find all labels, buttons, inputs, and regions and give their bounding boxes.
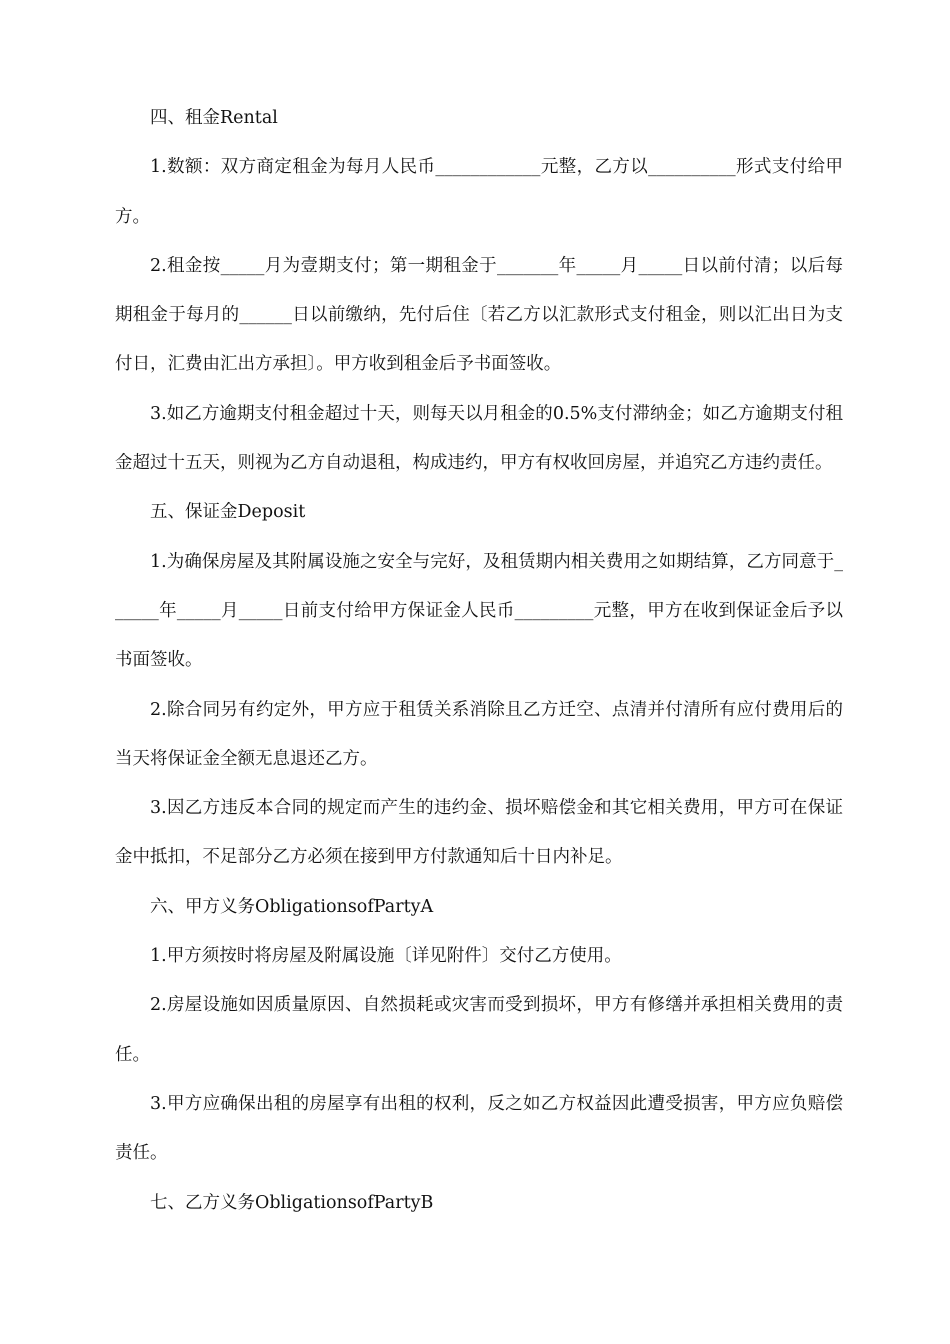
section-heading-party-a: 六、甲方义务ObligationsofPartyA xyxy=(150,896,434,917)
party-a-clause-3: 3.甲方应确保出租的房屋享有出租的权利，反之如乙方权益因此遭受损害，甲方应负赔偿责任。 xyxy=(115,1093,843,1164)
document-body xyxy=(115,94,843,1228)
section-heading-rental: 四、租金Rental xyxy=(150,108,278,128)
deposit-clause-2: 2.除合同另有约定外，甲方应于租赁关系消除且乙方迁空、点清并付清所有应付费用后的当天将保证金全额无息退还乙方。 xyxy=(115,699,843,769)
rental-clause-3: 3.如乙方逾期支付租金超过十天，则每天以月租金的0.5%支付滞纳金；如乙方逾期支付租金超过十五天，则视为乙方自动退租，构成违约，甲方有权收回房屋，并追究乙方违约责任。 xyxy=(115,403,843,474)
party-a-clause-2: 2.房屋设施如因质量原因、自然损耗或灾害而受到损坏，甲方有修缮并承担相关费用的责任。 xyxy=(115,995,843,1065)
section-heading-deposit: 五、保证金Deposit xyxy=(150,502,306,523)
rental-clause-1: 1.数额：双方商定租金为每月人民币____________元整，乙方以__________形式支付给甲方。 xyxy=(115,157,843,227)
deposit-clause-1: 1.为确保房屋及其附属设施之安全与完好，及租赁期内相关费用之如期结算，乙方同意于______年_____月_____日前支付给甲方保证金人民币_________元整，甲方在收到保证金后予以书面签收。 xyxy=(115,551,843,671)
section-heading-party-b: 七、乙方义务ObligationsofPartyB xyxy=(150,1192,434,1213)
deposit-clause-3: 3.因乙方违反本合同的规定而产生的违约金、损坏赔偿金和其它相关费用，甲方可在保证金中抵扣，不足部分乙方必须在接到甲方付款通知后十日内补足。 xyxy=(115,798,843,868)
party-a-clause-1: 1.甲方须按时将房屋及附属设施〔详见附件〕交付乙方使用。 xyxy=(150,946,622,967)
rental-clause-2: 2.租金按_____月为壹期支付；第一期租金于_______年_____月_____日以前付清；以后每期租金于每月的______日以前缴纳，先付后住〔若乙方以汇款形式支付租金，则以汇出日为支付日，汇费由汇出方承担〕。甲方收到租金后予书面签收。 xyxy=(115,255,843,375)
